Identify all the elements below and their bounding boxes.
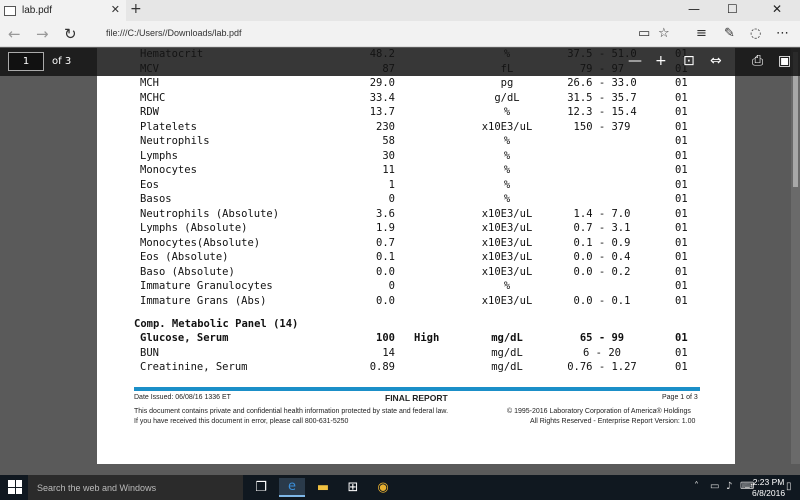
cell-lab: 01 xyxy=(675,251,688,263)
cell-unit: x10E3/uL xyxy=(481,120,533,133)
cell-unit: % xyxy=(503,164,511,176)
cell-value: 230 xyxy=(376,120,395,133)
pdf-file-icon xyxy=(4,6,16,16)
cell-lab: 01 xyxy=(675,120,688,133)
cell-value: 1.9 xyxy=(376,222,395,234)
cell-value: 0.7 xyxy=(376,236,395,249)
cell-value: 58 xyxy=(382,135,395,147)
cell-unit: x10E3/uL xyxy=(481,207,533,220)
cell-value: 14 xyxy=(382,346,395,359)
cell-unit: mg/dL xyxy=(491,361,523,373)
cell-name: Creatinine, Serum xyxy=(140,361,248,373)
cell-name: MCHC xyxy=(140,91,166,104)
table-row xyxy=(97,237,735,251)
table-row xyxy=(97,106,735,120)
cell-name: Neutrophils (Absolute) xyxy=(140,207,280,220)
cell-lab: 01 xyxy=(675,91,688,104)
cell-ref: 150 - 379 xyxy=(573,120,631,133)
title-bar xyxy=(0,0,800,21)
cell-value: 33.4 xyxy=(369,91,395,104)
clock[interactable] xyxy=(752,477,785,499)
cell-unit: x10E3/uL xyxy=(481,222,533,234)
cell-value: 0.89 xyxy=(369,361,395,373)
cell-ref: 31.5 - 35.7 xyxy=(567,91,637,104)
cell-lab: 01 xyxy=(675,149,688,162)
footer-divider xyxy=(134,387,700,391)
cell-lab: 01 xyxy=(675,346,688,359)
pdf-toolbar xyxy=(0,48,800,76)
tab-title: lab.pdf xyxy=(22,5,53,16)
cell-name: Lymphs (Absolute) xyxy=(140,222,248,234)
store-icon[interactable]: ⊞ xyxy=(347,480,359,495)
cell-name: Basos xyxy=(140,193,172,205)
cell-lab: 01 xyxy=(675,236,688,249)
cell-value: 0 xyxy=(388,280,395,292)
table-row xyxy=(97,266,735,280)
cell-unit: % xyxy=(503,280,511,292)
section-title: Comp. Metabolic Panel (14) xyxy=(134,318,299,330)
cell-ref: 6 - 20 xyxy=(583,346,621,359)
maximize-button[interactable]: ☐ xyxy=(727,2,738,16)
cell-name: Monocytes xyxy=(140,164,197,176)
cell-name: Glucose, Serum xyxy=(140,332,229,344)
browser-tab[interactable] xyxy=(0,0,126,21)
task-view-icon[interactable]: ❐ xyxy=(255,480,267,495)
chevron-up-icon[interactable]: ˄ xyxy=(694,481,699,492)
cell-lab: 01 xyxy=(675,135,688,147)
share-icon[interactable]: ◌ xyxy=(750,26,762,41)
table-row xyxy=(97,361,735,375)
save-icon[interactable]: ▣ xyxy=(778,53,792,69)
table-row xyxy=(97,295,735,309)
table-row xyxy=(97,347,735,361)
cell-unit: x10E3/uL xyxy=(481,236,533,249)
cell-name: Eos xyxy=(140,178,159,191)
cell-unit: pg xyxy=(500,77,514,89)
table-row xyxy=(97,150,735,164)
cell-name: Eos (Absolute) xyxy=(140,251,229,263)
table-row xyxy=(97,193,735,207)
cell-unit: x10E3/uL xyxy=(481,265,533,278)
table-row xyxy=(97,121,735,135)
cell-lab: 01 xyxy=(675,77,688,89)
cell-ref: 65 - 99 xyxy=(579,332,625,344)
clock-date: 6/8/2016 xyxy=(752,488,786,498)
cell-name: Baso (Absolute) xyxy=(140,265,235,278)
cell-lab: 01 xyxy=(675,265,688,278)
search-box[interactable] xyxy=(28,475,243,500)
cell-ref: 0.0 - 0.1 xyxy=(573,294,631,307)
cell-lab: 01 xyxy=(675,294,688,307)
table-row xyxy=(97,77,735,91)
forward-button[interactable]: → xyxy=(36,25,49,43)
table-row xyxy=(97,179,735,193)
table-row xyxy=(97,164,735,178)
cell-name: Immature Granulocytes xyxy=(140,280,273,292)
cell-ref: 0.1 - 0.9 xyxy=(573,236,631,249)
table-row xyxy=(97,208,735,222)
cell-name: MCH xyxy=(140,77,159,89)
close-window-button[interactable]: ✕ xyxy=(772,2,783,16)
cell-unit: x10E3/uL xyxy=(481,251,533,263)
cell-ref: 26.6 - 33.0 xyxy=(567,77,637,89)
cell-lab: 01 xyxy=(675,193,688,205)
cell-name: Neutrophils xyxy=(140,135,210,147)
cell-unit: % xyxy=(503,178,511,191)
address-bar-row xyxy=(0,21,800,47)
cell-lab: 01 xyxy=(675,164,688,176)
keyboard-icon[interactable]: ⌨ xyxy=(740,481,755,492)
cell-lab: 01 xyxy=(675,222,688,234)
zoom-out-icon[interactable]: — xyxy=(628,53,642,69)
clock-time: 2:23 PM xyxy=(752,477,785,487)
table-row xyxy=(97,332,735,346)
zoom-in-icon[interactable]: + xyxy=(655,53,667,69)
cell-value: 0 xyxy=(388,193,395,205)
cell-lab: 01 xyxy=(675,280,688,292)
cell-ref: 0.0 - 0.2 xyxy=(573,265,631,278)
cell-value: 100 xyxy=(376,332,395,344)
web-note-icon[interactable]: ✎ xyxy=(724,26,735,41)
refresh-button[interactable]: ↻ xyxy=(64,25,77,43)
table-row xyxy=(97,222,735,236)
minimize-button[interactable]: — xyxy=(688,2,700,16)
favorite-star-icon[interactable]: ☆ xyxy=(658,26,670,41)
cell-value: 11 xyxy=(382,164,395,176)
cell-unit: g/dL xyxy=(494,91,520,104)
reading-view-icon[interactable]: ▭ xyxy=(638,26,651,41)
privacy-notice: This document contains private and confidential health information protected by state and federal law. xyxy=(134,408,449,415)
cell-value: 0.0 xyxy=(376,294,395,307)
cell-lab: 01 xyxy=(675,361,688,373)
search-placeholder: Search the web and Windows xyxy=(37,483,157,493)
copyright: © 1995-2016 Laboratory Corporation of America® Holdings xyxy=(507,408,691,415)
fit-page-icon[interactable]: ⊡ xyxy=(683,53,695,69)
cell-unit: mg/dL xyxy=(491,346,523,359)
cell-value: 13.7 xyxy=(369,106,395,118)
edge-icon[interactable]: e xyxy=(279,478,305,497)
cell-lab: 01 xyxy=(675,106,688,118)
cell-unit: % xyxy=(503,106,511,118)
cell-name: Monocytes(Absolute) xyxy=(140,236,261,249)
start-button[interactable] xyxy=(8,480,22,494)
chrome-icon[interactable]: ◉ xyxy=(377,480,389,495)
network-icon[interactable]: ▭ xyxy=(710,481,720,492)
table-row xyxy=(97,280,735,294)
hub-icon[interactable]: ≡ xyxy=(696,26,707,41)
close-tab-icon[interactable]: ✕ xyxy=(110,3,120,16)
cell-value: 3.6 xyxy=(376,207,395,220)
cell-name: RDW xyxy=(140,106,159,118)
cell-ref: 0.7 - 3.1 xyxy=(573,222,631,234)
volume-icon[interactable]: ♪ xyxy=(726,481,733,492)
cell-lab: 01 xyxy=(675,207,688,220)
error-notice: If you have received this document in error, please call 800-631-5250 xyxy=(134,418,349,425)
cell-ref: 0.76 - 1.27 xyxy=(567,361,637,373)
cell-name: Immature Grans (Abs) xyxy=(140,294,267,307)
taskbar xyxy=(0,475,800,500)
cell-lab: 01 xyxy=(675,332,688,344)
cell-ref: 0.0 - 0.4 xyxy=(573,251,631,263)
cell-unit: % xyxy=(503,149,511,162)
print-icon[interactable]: ⎙ xyxy=(752,53,764,69)
cell-unit: mg/dL xyxy=(491,332,523,344)
pdf-page xyxy=(97,48,735,464)
cell-value: 0.0 xyxy=(376,265,395,278)
cell-ref: 12.3 - 15.4 xyxy=(567,106,637,118)
address-input[interactable]: file:///C:/Users//Downloads/lab.pdf xyxy=(106,28,242,38)
cell-lab: 01 xyxy=(675,178,688,191)
cell-value: 0.1 xyxy=(376,251,395,263)
cell-unit: x10E3/uL xyxy=(481,294,533,307)
fit-width-icon[interactable]: ⇔ xyxy=(710,53,722,69)
page-indicator: Page 1 of 3 xyxy=(662,394,698,401)
cell-name: Platelets xyxy=(140,120,197,133)
cell-flag: High xyxy=(414,332,440,344)
cell-name: BUN xyxy=(140,346,159,359)
file-explorer-icon[interactable]: ▬ xyxy=(316,480,330,495)
table-row xyxy=(97,135,735,149)
cell-value: 1 xyxy=(388,178,395,191)
date-issued: Date Issued: 06/08/16 1336 ET xyxy=(134,394,231,401)
new-tab-button[interactable]: + xyxy=(130,1,142,17)
more-icon[interactable]: ⋯ xyxy=(776,26,789,41)
table-row xyxy=(97,251,735,265)
back-button[interactable]: ← xyxy=(8,25,21,43)
notifications-icon[interactable]: ▯ xyxy=(786,481,792,492)
page-number-input[interactable]: 1 xyxy=(8,52,44,71)
cell-name: Lymphs xyxy=(140,149,178,162)
table-row xyxy=(97,92,735,106)
cell-value: 30 xyxy=(382,149,395,162)
cell-ref: 1.4 - 7.0 xyxy=(573,207,631,220)
cell-value: 29.0 xyxy=(369,77,395,89)
cell-unit: % xyxy=(503,135,511,147)
page-count: of 3 xyxy=(52,56,72,67)
rights-notice: All Rights Reserved - Enterprise Report Version: 1.00 xyxy=(530,418,696,425)
cell-unit: % xyxy=(503,193,511,205)
final-report-label: FINAL REPORT xyxy=(385,393,448,403)
